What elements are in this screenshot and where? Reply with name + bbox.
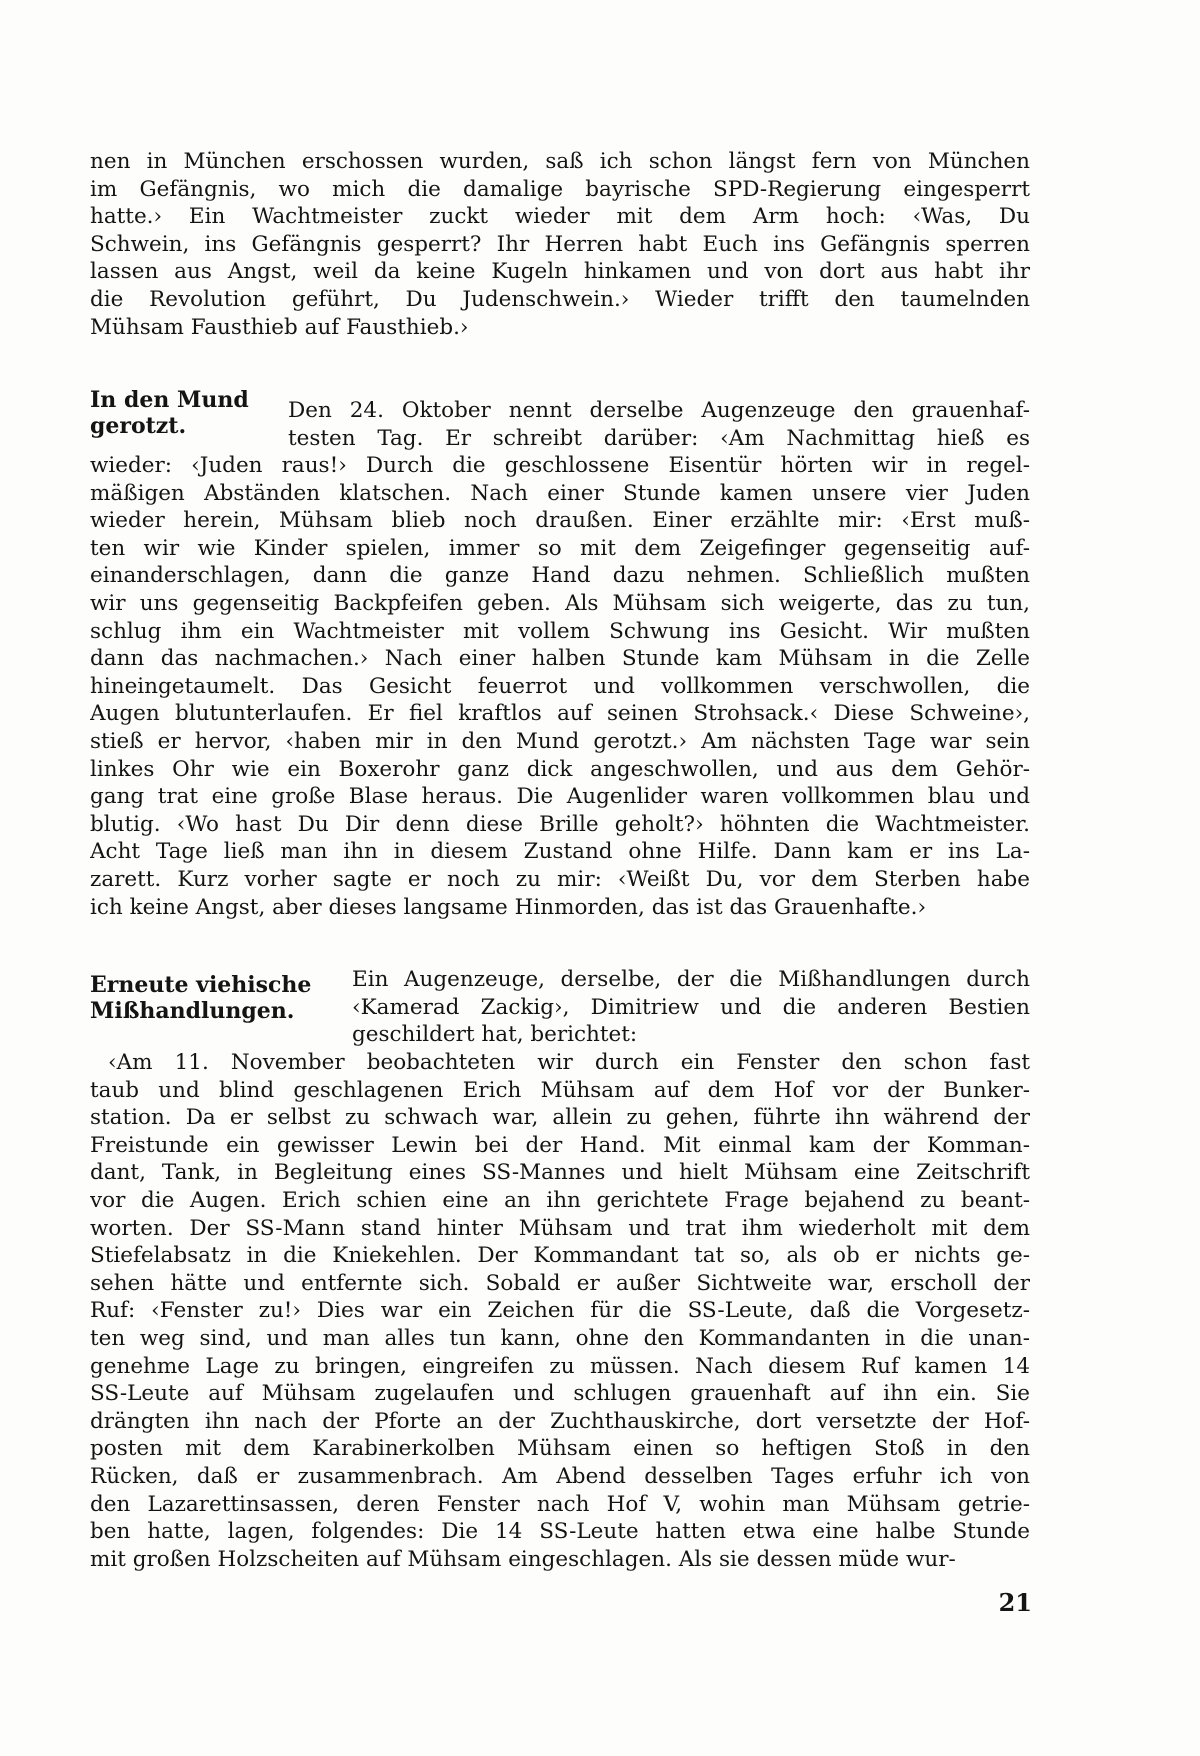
text-line: stieß er hervor, ‹haben mir in den Mund gerotzt.› Am nächsten Tage war sein	[90, 728, 1030, 754]
text-line: linkes Ohr wie ein Boxerohr ganz dick angeschwollen, und aus dem Gehör-	[90, 756, 1030, 782]
text-line: ich keine Angst, aber dieses langsame Hinmorden, das ist das Grauenhafte.›	[90, 894, 927, 920]
section-body	[90, 452, 1030, 921]
text-line: ten weg sind, und man alles tun kann, ohne den Kommandanten in die unan-	[90, 1325, 1030, 1351]
page-number: 21	[998, 1588, 1032, 1617]
text-line: Rücken, daß er zusammenbrach. Am Abend desselben Tages erfuhr ich von	[90, 1463, 1030, 1489]
paragraph-opening	[90, 148, 1030, 341]
text-line: geschildert hat, berichtet:	[352, 1022, 638, 1048]
text-line: nen in München erschossen wurden, saß ich schon längst fern von München	[90, 149, 1030, 174]
text-line: ‹Kamerad Zackig›, Dimitriew und die anderen Bestien	[352, 994, 1030, 1020]
text-line: Ruf: ‹Fenster zu!› Dies war ein Zeichen für die SS-Leute, daß die Vorgesetz-	[90, 1298, 1030, 1324]
text-line: drängten ihn nach der Pforte an der Zuchthauskirche, dort versetzte der Hof-	[90, 1408, 1030, 1434]
text-line: mäßigen Abständen klatschen. Nach einer Stunde kamen unsere vier Juden	[90, 480, 1030, 506]
text-line: genehme Lage zu bringen, eingreifen zu müssen. Nach diesem Ruf kamen 14	[90, 1353, 1030, 1379]
text-line: station. Da er selbst zu schwach war, allein zu gehen, führte ihn während der	[90, 1105, 1030, 1131]
text-line: dann das nachmachen.› Nach einer halben Stunde kam Mühsam in die Zelle	[90, 646, 1030, 672]
text-line: dant, Tank, in Begleitung eines SS-Mannes und hielt Mühsam eine Zeitschrift	[90, 1160, 1030, 1186]
marginal-heading	[90, 972, 311, 1024]
text-line: Schwein, ins Gefängnis gesperrt? Ihr Herren habt Euch ins Gefängnis sperren	[90, 231, 1030, 257]
text-line: vor die Augen. Erich schien eine an ihn gerichtete Frage bejahend zu beant-	[90, 1187, 1030, 1213]
text-line: SS-Leute auf Mühsam zugelaufen und schlugen grauenhaft auf ihn ein. Sie	[90, 1381, 1030, 1407]
marginal-heading	[90, 387, 249, 439]
text-line: taub und blind geschlagenen Erich Mühsam auf dem Hof vor der Bunker-	[90, 1077, 1030, 1103]
text-line: im Gefängnis, wo mich die damalige bayrische SPD-Regierung eingesperrt	[90, 176, 1030, 202]
marginal-heading-line: Erneute viehische	[90, 972, 312, 998]
text-line: ‹Am 11. November beobachteten wir durch ein Fenster den schon fast	[108, 1050, 1030, 1075]
paragraph-body	[90, 148, 1030, 341]
text-line: Den 24. Oktober nennt derselbe Augenzeuge den grauenhaf-	[288, 398, 1030, 423]
text-line: wieder herein, Mühsam blieb noch draußen. Einer erzählte mir: ‹Erst muß-	[90, 508, 1030, 534]
marginal-heading-line: In den Mund	[90, 387, 249, 413]
text-line: Freistunde ein gewisser Lewin bei der Hand. Mit einmal kam der Komman-	[90, 1132, 1030, 1158]
marginal-heading-line: Mißhandlungen.	[90, 998, 295, 1024]
text-line: den Lazarettinsassen, deren Fenster nach Hof V, wohin man Mühsam getrie-	[90, 1491, 1030, 1517]
text-line: worten. Der SS-Mann stand hinter Mühsam und trat ihm wiederholt mit dem	[90, 1215, 1030, 1241]
text-line: hineingetaumelt. Das Gesicht feuerrot und vollkommen verschwollen, die	[90, 673, 1030, 699]
text-line: hatte.› Ein Wachtmeister zuckt wieder mit dem Arm hoch: ‹Was, Du	[90, 204, 1030, 230]
text-line: blutig. ‹Wo hast Du Dir denn diese Brille geholt?› höhnten die Wachtmeister.	[90, 811, 1030, 837]
text-line: Stiefelabsatz in die Kniekehlen. Der Kommandant tat so, als ob er nichts ge-	[90, 1243, 1030, 1269]
text-line: die Revolution geführt, Du Judenschwein.› Wieder trifft den taumelnden	[90, 286, 1030, 312]
text-line: gang trat eine große Blase heraus. Die Augenlider waren vollkommen blau und	[90, 784, 1030, 810]
text-line: einanderschlagen, dann die ganze Hand dazu nehmen. Schließlich mußten	[90, 563, 1030, 589]
text-line: zarett. Kurz vorher sagte er noch zu mir: ‹Weißt Du, vor dem Sterben habe	[90, 866, 1030, 892]
text-line: ten wir wie Kinder spielen, immer so mit dem Zeigefinger gegenseitig auf-	[90, 535, 1030, 561]
text-line: posten mit dem Karabinerkolben Mühsam einen so heftigen Stoß in den	[90, 1436, 1030, 1462]
text-line: schlug ihm ein Wachtmeister mit vollem Schwung ins Gesicht. Wir mußten	[90, 618, 1030, 644]
text-line: Mühsam Fausthieb auf Fausthieb.›	[90, 314, 469, 340]
text-line: mit großen Holzscheiten auf Mühsam eingeschlagen. Als sie dessen müde wur-	[90, 1546, 956, 1572]
text-line: wir uns gegenseitig Backpfeifen geben. Als Mühsam sich weigerte, das zu tun,	[90, 590, 1030, 616]
section-intro	[288, 397, 1030, 452]
text-line: lassen aus Angst, weil da keine Kugeln hinkamen und von dort aus habt ihr	[90, 259, 1030, 285]
marginal-heading-line: gerotzt.	[90, 413, 187, 439]
text-line: Ein Augenzeuge, derselbe, der die Mißhandlungen durch	[352, 967, 1030, 992]
text-line: Acht Tage ließ man ihn in diesem Zustand ohne Hilfe. Dann kam er ins La-	[90, 839, 1030, 865]
text-line: Augen blutunterlaufen. Er fiel kraftlos auf seinen Strohsack.‹ Diese Schweine›,	[90, 701, 1030, 727]
text-line: wieder: ‹Juden raus!› Durch die geschlossene Eisentür hörten wir in regel-	[90, 453, 1030, 478]
text-line: sehen hätte und entfernte sich. Sobald er außer Sichtweite war, erscholl der	[90, 1270, 1030, 1296]
section-body	[90, 1049, 1030, 1573]
section-intro	[352, 966, 1030, 1049]
text-line: ben hatte, lagen, folgendes: Die 14 SS-Leute hatten etwa eine halbe Stunde	[90, 1519, 1030, 1545]
text-line: testen Tag. Er schreibt darüber: ‹Am Nachmittag hieß es	[288, 425, 1030, 451]
